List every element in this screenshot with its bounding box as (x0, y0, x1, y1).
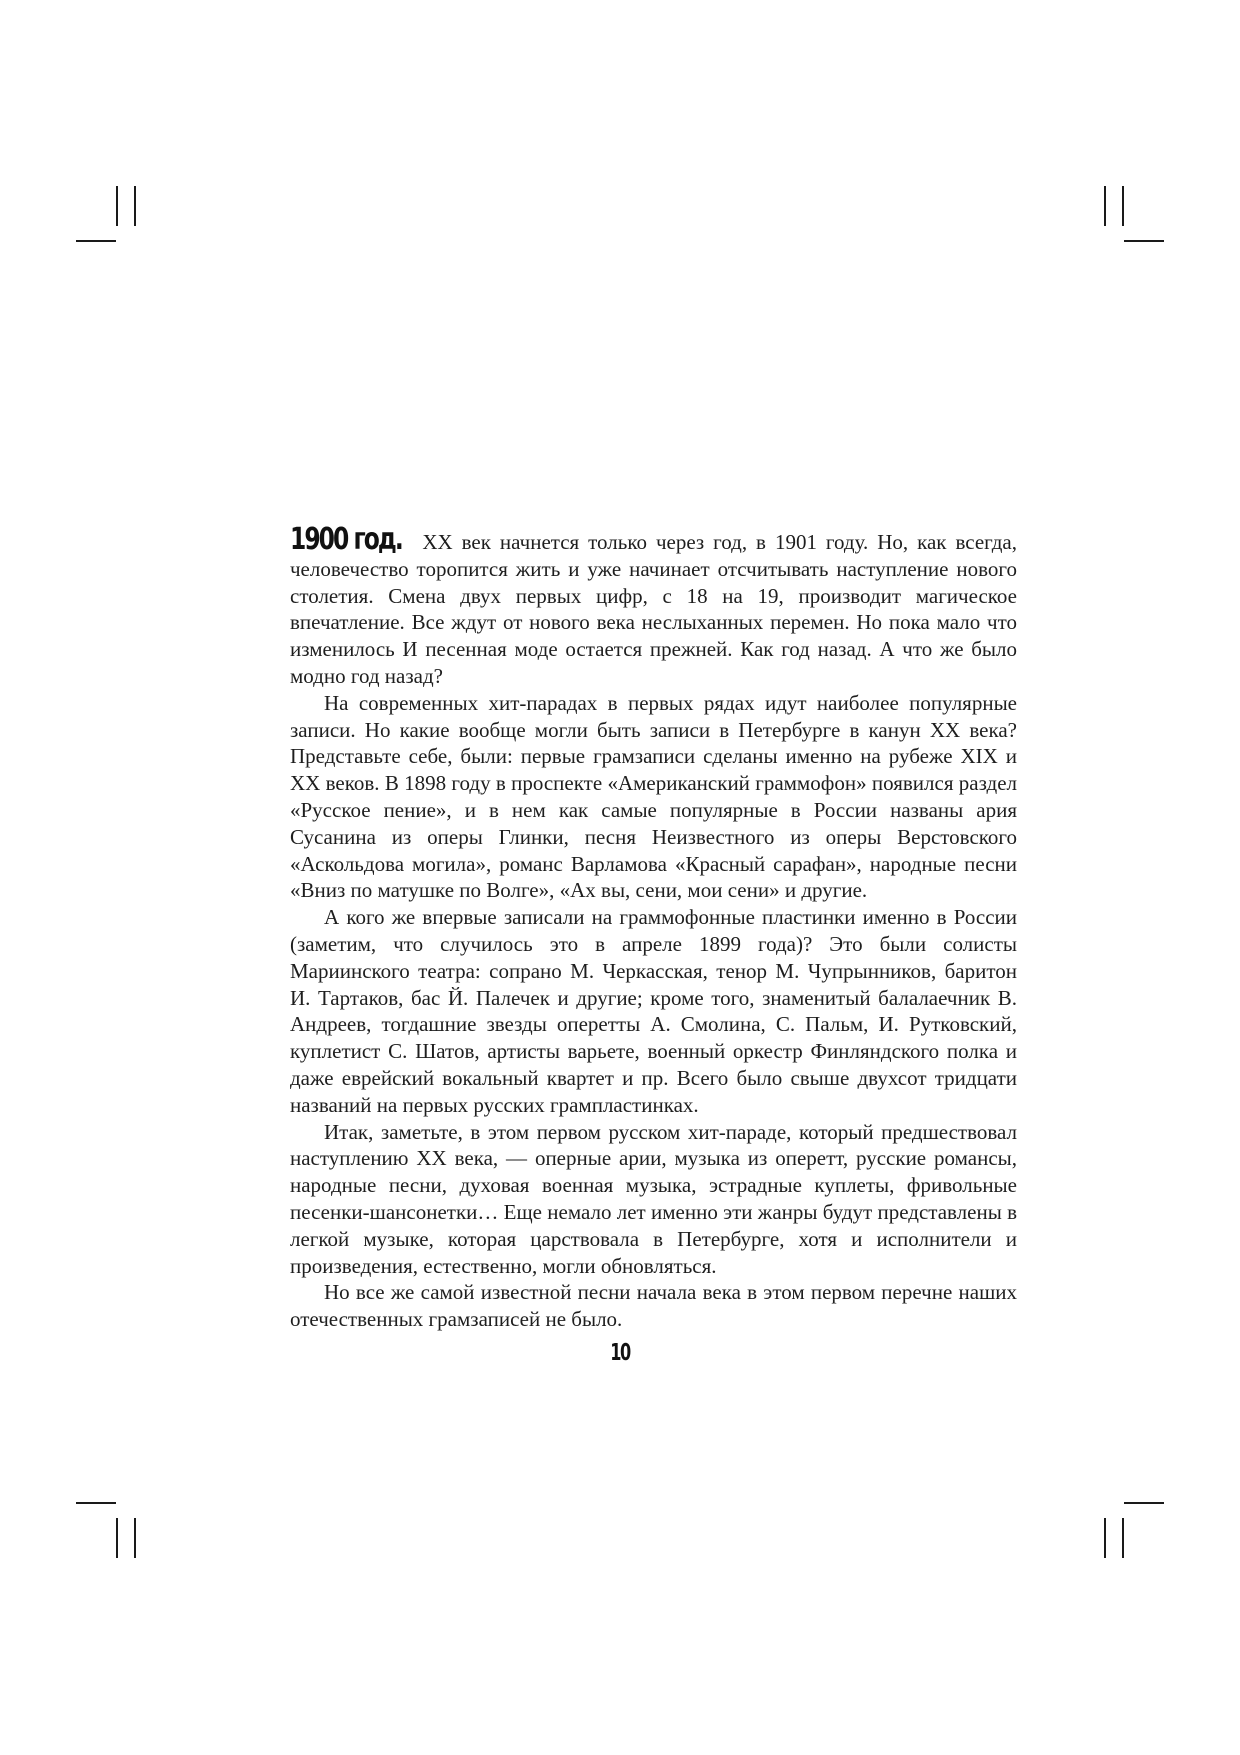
paragraph-4: Итак, заметьте, в этом первом русском хит-параде, который предшествовал наступлению XX века, — оперные арии, музыка из оперетт, русские романсы, народные песни, духовая военная музыка, эстрадные куплеты, фривольные песенки-шансонетки… Еще немало лет именно эти жанры будут представлены в легкой музыке, которая царствовала в Петербурге, хотя и исполнители и произведения, естественно, могли обновляться. (290, 1119, 1017, 1278)
crop-mark-bottom-right-horizontal (1124, 1502, 1164, 1504)
paragraph-3: А кого же впервые записали на граммофонные пластинки именно в России (заметим, что случилось это в апреле 1899 года)? Это были солисты Мариинского театра: сопрано М. Черкасская, тенор М. Чупрынников, баритон И. Тартаков, бас Й. Палечек и другие; кроме того, знаменитый балалаечник В. Андреев, тогдашние звезды оперетты А. Смолина, С. Пальм, И. Рутковский, куплетист С. Шатов, артисты варьете, военный оркестр Финляндского полка и даже еврейский вокальный квартет и пр. Всего было свыше двухсот тридцати названий на первых русских грампластинках. (290, 905, 1017, 1117)
crop-mark-top-left-vertical-outer (116, 186, 118, 226)
crop-mark-top-right-vertical-inner (1104, 186, 1106, 226)
paragraph-1 (290, 522, 1017, 690)
crop-mark-bottom-right-vertical-inner (1104, 1518, 1106, 1558)
year-heading: 1900 год. (290, 522, 402, 557)
paragraph-5: Но все же самой известной песни начала века в этом первом перечне наших отечественных грамзаписей не было. (290, 1280, 1017, 1332)
crop-mark-top-left-horizontal (76, 240, 116, 242)
paragraph-1-text: XX век начнется только через год, в 1901 году. Но, как всегда, человечество торопится жить и уже начинает отсчитывать наступление нового столетия. Смена двух первых цифр, с 18 на 19, производит магическое впечатление. Все ждут от нового века неслыханных перемен. Но пока мало что изменилось И песенная моде остается прежней. Как год назад. А что же было модно год назад? (290, 530, 1017, 688)
crop-mark-bottom-left-horizontal (76, 1502, 116, 1504)
crop-mark-bottom-right-vertical-outer (1122, 1518, 1124, 1558)
crop-mark-bottom-left-vertical-inner (134, 1518, 136, 1558)
page-number-text: 10 (610, 1340, 630, 1366)
crop-mark-top-right-horizontal (1124, 240, 1164, 242)
page-number (0, 1340, 1240, 1366)
crop-mark-bottom-left-vertical-outer (116, 1518, 118, 1558)
article-body (290, 522, 1017, 1333)
paragraph-2: На современных хит-парадах в первых рядах идут наиболее популярные записи. Но какие вообще могли быть записи в Петербурге в канун XX века? Представьте себе, были: первые грамзаписи сделаны именно на рубеже XIX и XX веков. В 1898 году в проспекте «Американский граммофон» появился раздел «Русское пение», и в нем как самые популярные в России названы ария Сусанина из оперы Глинки, песня Неизвестного из оперы Верстовского «Аскольдова могила», романс Варламова «Красный сарафан», народные песни «Вниз по матушке по Волге», «Ах вы, сени, мои сени» и другие. (290, 690, 1017, 903)
crop-mark-top-right-vertical-outer (1122, 186, 1124, 226)
crop-mark-top-left-vertical-inner (134, 186, 136, 226)
